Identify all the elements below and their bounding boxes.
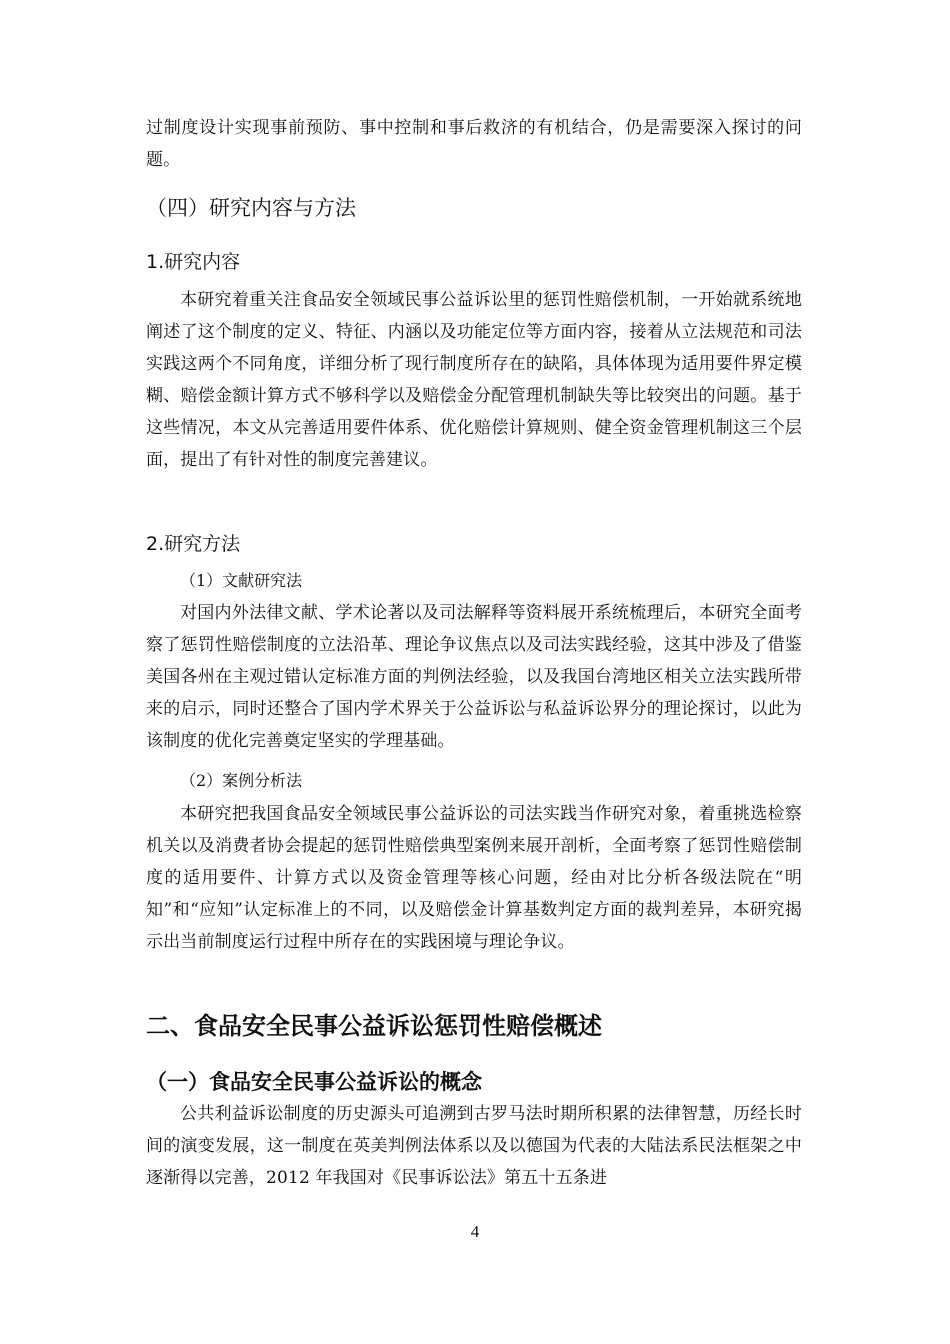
paragraph-literature-method: 对国内外法律文献、学术论著以及司法解释等资料展开系统梳理后，本研究全面考察了惩罚性赔偿制度的立法沿革、理论争议焦点以及司法实践经验，这其中涉及了借鉴美国各州在主观过错认定标准方面的判例法经验，以及我国台湾地区相关立法实践所带来的启示，同时还整合了国内学术界关于公益诉讼与私益诉讼界分的理论探讨，以此为该制度的优化完善奠定坚实的学理基础。 [146,603,802,751]
paragraph-intro: 过制度设计实现事前预防、事中控制和事后救济的有机结合，仍是需要深入探讨的问题。 [146,118,802,170]
heading-research-method: 2.研究方法 [146,533,241,555]
subheading-case-method: （2）案例分析法 [180,771,303,790]
paragraph-research-content: 本研究着重关注食品安全领域民事公益诉讼里的惩罚性赔偿机制，一开始就系统地阐述了这个制度的定义、特征、内涵以及功能定位等方面内容，接着从立法规范和司法实践这两个不同角度，详细分析了现行制度所存在的缺陷，具体体现为适用要件界定模糊、赔偿金额计算方式不够科学以及赔偿金分配管理机制缺失等比较突出的问题。基于这些情况，本文从完善适用要件体系、优化赔偿计算规则、健全资金管理机制这三个层面，提出了有针对性的制度完善建议。 [146,290,802,470]
heading-concept: （一）食品安全民事公益诉讼的概念 [146,1070,482,1094]
heading-chapter-2: 二、食品安全民事公益诉讼惩罚性赔偿概述 [146,1012,602,1040]
subheading-literature-method: （1）文献研究法 [180,571,303,590]
heading-section-4: （四）研究内容与方法 [146,196,356,220]
page-number: 4 [470,1222,480,1241]
heading-research-content: 1.研究内容 [146,251,241,273]
paragraph-case-method: 本研究把我国食品安全领域民事公益诉讼的司法实践当作研究对象，着重挑选检察机关以及消费者协会提起的惩罚性赔偿典型案例来展开剖析，全面考察了惩罚性赔偿制度的适用要件、计算方式以及资金管理等核心问题，经由对比分析各级法院在“明知”和“应知”认定标准上的不同，以及赔偿金计算基数判定方面的裁判差异，本研究揭示出当前制度运行过程中所存在的实践困境与理论争议。 [146,804,802,952]
paragraph-concept: 公共利益诉讼制度的历史源头可追溯到古罗马法时期所积累的法律智慧，历经长时间的演变发展，这一制度在英美判例法体系以及以德国为代表的大陆法系民法框架之中逐渐得以完善，2012 年我国对《民事诉讼法》第五十五条进 [146,1104,802,1188]
